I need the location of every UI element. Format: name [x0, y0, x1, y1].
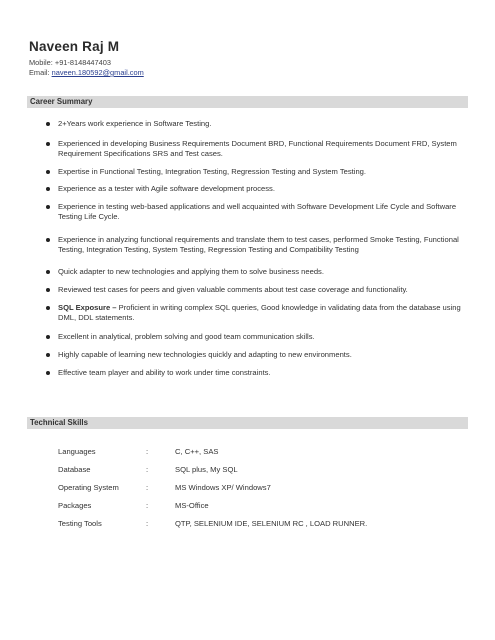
summary-item: Effective team player and ability to work under time constraints.: [58, 368, 271, 377]
skill-colon: :: [146, 501, 149, 510]
skill-colon: :: [146, 519, 149, 528]
summary-item: Highly capable of learning new technologies quickly and adapting to new environments.: [58, 350, 352, 359]
bullet-dot: [46, 270, 50, 274]
skill-label: Testing Tools: [58, 519, 102, 528]
skill-label: Languages: [58, 447, 96, 456]
summary-item: Experience in analyzing functional requirements and translate them to test cases, performed Smoke Testing, Functional Testing, Integration Testing, System Testing, Regression Testing and Compatibility Testing: [58, 235, 459, 255]
candidate-name: Naveen Raj M: [29, 39, 120, 54]
summary-item: 2+Years work experience in Software Testing.: [58, 119, 212, 128]
mobile-line: Mobile: +91-8148447403: [29, 58, 111, 67]
skill-value: C, C++, SAS: [175, 447, 219, 456]
bullet-dot: [46, 353, 50, 357]
summary-item: [58, 303, 470, 323]
bullet-dot: [46, 371, 50, 375]
summary-item: Quick adapter to new technologies and applying them to solve business needs.: [58, 267, 324, 276]
bullet-dot: [46, 187, 50, 191]
bullet-dot: [46, 288, 50, 292]
skill-colon: :: [146, 447, 149, 456]
email-prefix: Email:: [29, 68, 52, 77]
bullet-dot: [46, 170, 50, 174]
bullet-dot: [46, 238, 50, 242]
skill-value: SQL plus, My SQL: [175, 465, 238, 474]
skill-label: Database: [58, 465, 91, 474]
skill-colon: :: [146, 483, 149, 492]
bullet-dot: [46, 142, 50, 146]
summary-item: Experienced in developing Business Requirements Document BRD, Functional Requirements Document FRD, System Requirement Specifications SRS and Test cases.: [58, 139, 457, 159]
sql-exposure-text: Proficient in writing complex SQL queries, Good knowledge in validating data from the database using DML, DDL statements.: [58, 303, 461, 323]
summary-item: Reviewed test cases for peers and given valuable comments about test case coverage and functionality.: [58, 285, 408, 294]
email-link[interactable]: naveen.180592@gmail.com: [51, 68, 144, 77]
summary-item: Excellent in analytical, problem solving and good team communication skills.: [58, 332, 315, 341]
skill-label: Packages: [58, 501, 92, 510]
skill-value: QTP, SELENIUM IDE, SELENIUM RC , LOAD RUNNER.: [175, 519, 368, 528]
career-summary-header: Career Summary: [27, 96, 468, 108]
summary-item: Experience in testing web-based applications and well acquainted with Software Development Life Cycle and Software Testing Life Cycle.: [58, 202, 457, 222]
sql-exposure-label: SQL Exposure –: [58, 303, 117, 312]
email-line: [29, 68, 144, 77]
summary-item: Expertise in Functional Testing, Integration Testing, Regression Testing and System Testing.: [58, 167, 366, 176]
bullet-dot: [46, 122, 50, 126]
bullet-dot: [46, 306, 50, 310]
technical-skills-header: Technical Skills: [27, 417, 468, 429]
skill-value: MS Windows XP/ Windows7: [175, 483, 271, 492]
bullet-dot: [46, 335, 50, 339]
summary-item: Experience as a tester with Agile software development process.: [58, 184, 275, 193]
skill-colon: :: [146, 465, 149, 474]
skill-label: Operating System: [58, 483, 119, 492]
bullet-dot: [46, 205, 50, 209]
skill-value: MS-Office: [175, 501, 209, 510]
